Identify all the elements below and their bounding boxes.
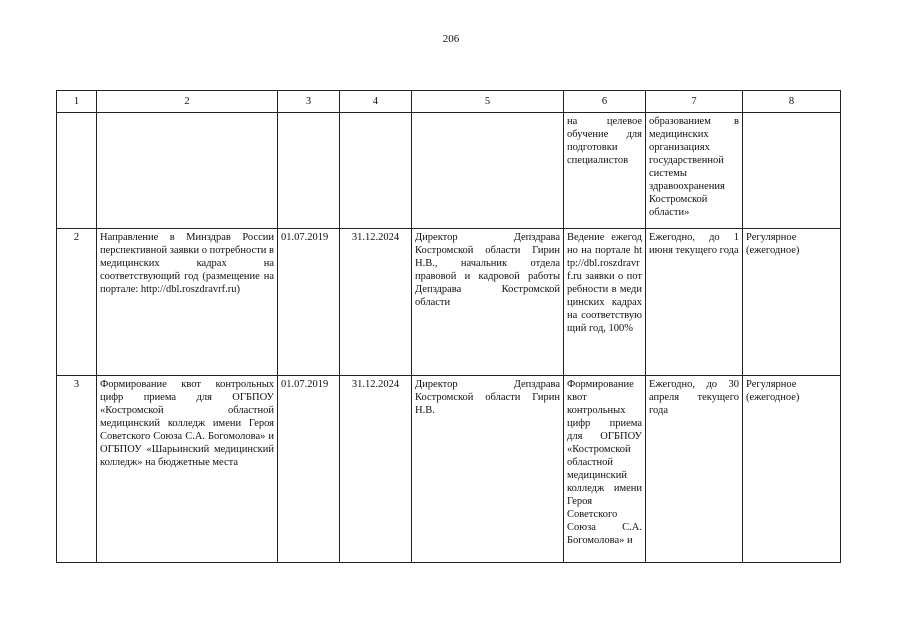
column-header: 5 (412, 91, 564, 113)
column-header: 3 (278, 91, 340, 113)
end-date-cell: 31.12.2024 (340, 229, 412, 376)
row-number (57, 113, 97, 229)
result-cell: Формирование квот контрольных цифр приема для ОГБПОУ «Костромской областной медицинский колледж имени Героя Советского Союза С.А. Богомолова» и (564, 376, 646, 563)
column-header: 6 (564, 91, 646, 113)
frequency-cell: Регулярное (ежегодное) (743, 376, 841, 563)
table-row (57, 229, 841, 376)
start-date-cell: 01.07.2019 (278, 376, 340, 563)
start-date-cell: 01.07.2019 (278, 229, 340, 376)
column-header: 8 (743, 91, 841, 113)
deadline-cell: образованием в медицинских организациях государственной системы здравоохранения Костромской области» (646, 113, 743, 229)
row-number: 2 (57, 229, 97, 376)
page-number: 206 (442, 33, 460, 45)
table-row (57, 113, 841, 229)
deadline-cell: Ежегодно, до 30 апреля текущего года (646, 376, 743, 563)
frequency-cell (743, 113, 841, 229)
result-cell: на целевое обучение для подготовки специалистов (564, 113, 646, 229)
action-cell: Направление в Минздрав России перспективной заявки о потребности в медицинских кадрах на соответствующий год (размещение на портале: http://dbl.roszdravrf.ru) (97, 229, 278, 376)
start-date-cell (278, 113, 340, 229)
column-header: 1 (57, 91, 97, 113)
column-header: 2 (97, 91, 278, 113)
frequency-cell: Регулярное (ежегодное) (743, 229, 841, 376)
table-row (57, 376, 841, 563)
column-header: 4 (340, 91, 412, 113)
end-date-cell: 31.12.2024 (340, 376, 412, 563)
result-cell: Ведение ежегодно на портале http://dbl.roszdravrf.ru заявки о потребности в медицинских кадрах на соответствующий год, 100% (564, 229, 646, 376)
action-cell (97, 113, 278, 229)
responsible-cell: Директор Депздрава Костромской области Гирин Н.В., начальник отдела правовой и кадровой работы Депздрава Костромской области (412, 229, 564, 376)
column-header: 7 (646, 91, 743, 113)
row-number: 3 (57, 376, 97, 563)
action-cell: Формирование квот контрольных цифр приема для ОГБПОУ «Костромской областной медицинский колледж имени Героя Советского Союза С.А. Богомолова» и ОГБПОУ «Шарьинский медицинский колледж» на бюджетные места (97, 376, 278, 563)
responsible-cell (412, 113, 564, 229)
data-table (56, 90, 841, 563)
responsible-cell: Директор Депздрава Костромской области Гирин Н.В. (412, 376, 564, 563)
header-row (57, 91, 841, 113)
end-date-cell (340, 113, 412, 229)
deadline-cell: Ежегодно, до 1 июня текущего года (646, 229, 743, 376)
